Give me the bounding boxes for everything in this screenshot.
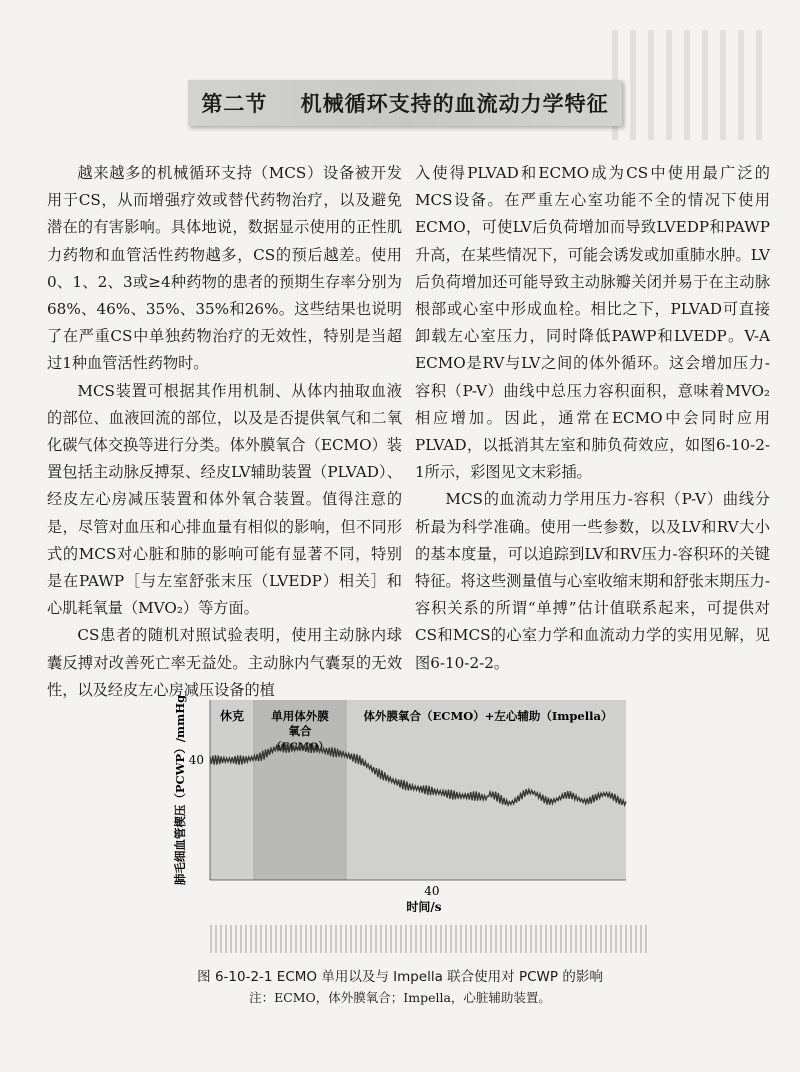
x-axis-label: 时间/s	[406, 900, 442, 914]
phase-label-ecmo: 氧合	[288, 724, 312, 738]
phase-label-shock: 休克	[219, 709, 245, 723]
section-header	[188, 80, 622, 126]
section-title: 第二节 机械循环支持的血流动力学特征	[201, 92, 609, 116]
paragraph: 入使得PLVAD和ECMO成为CS中使用最广泛的MCS设备。在严重左心室功能不全的情况下使用ECMO，可使LV后负荷增加而导致LVEDP和PAWP升高，在某些情况下，可能会诱发或加重肺水肿。LV后负荷增加还可能导致主动脉瓣关闭并易于在主动脉根部或心室中形成血栓。相比之下，PLVAD可直接卸载左心室压力，同时降低PAWP和LVEDP。V-A ECMO是RV与LV之间的体外循环。这会增加压力-容积（P-V）曲线中总压力容积面积，意味着MVO₂相应增加。因此，通常在ECMO中会同时应用PLVAD，以抵消其左室和肺负荷效应，如图6-10-2-1所示，彩图见文末彩插。	[415, 164, 770, 482]
bleed-through-decoration	[210, 925, 650, 953]
phase-combo-region	[346, 700, 626, 880]
paragraph: MCS装置可根据其作用机制、从体内抽取血液的部位、血液回流的部位，以及是否提供氧气和二氧化碳气体交换等进行分类。体外膜氧合（ECMO）装置包括主动脉反搏泵、经皮LV辅助装置（PLVAD）、经皮左心房减压装置和体外氧合装置。值得注意的是，尽管对血压和心排血量有相似的影响，但不同形式的MCS对心脏和肺的影响可能有显著不同，特别是在PAWP［与左室舒张末压（LVEDP）相关］和心肌耗氧量（MVO₂）等方面。	[47, 381, 402, 618]
paragraph: 越来越多的机械循环支持（MCS）设备被开发用于CS，从而增强疗效或替代药物治疗，以及避免潜在的有害影响。具体地说，数据显示使用的正性肌力药物和血管活性药物越多，CS的预后越差。使用0、1、2、3或≥4种药物的患者的预期生存率分别为68%、46%、35%、35%和26%。这些结果也说明了在严重CS中单独药物治疗的无效性，特别是当超过1种血管活性药物时。	[47, 164, 402, 373]
right-column	[415, 160, 770, 677]
figure-note: 注：ECMO，体外膜氧合；Impella，心脏辅助装置。	[249, 990, 551, 1005]
x-tick-label: 40	[424, 884, 440, 898]
phase-label-ecmo: 单用体外膜	[271, 709, 329, 723]
phase-label-ecmo: （ECMO）	[270, 741, 330, 753]
figure-caption: 图 6-10-2-1 ECMO 单用以及与 Impella 联合使用对 PCWP 的影响	[197, 969, 603, 985]
phase-label-combo: 体外膜氧合（ECMO）+左心辅助（Impella）	[363, 709, 613, 723]
y-axis-label: 肺毛细血管楔压（PCWP）/mmHg	[173, 695, 187, 886]
paragraph: MCS的血流动力学用压力-容积（P-V）曲线分析最为科学准确。使用一些参数，以及LV和RV大小的基本度量，可以追踪到LV和RV压力-容积环的关键特征。将这些测量值与心室收缩末期和舒张末期压力-容积关系的所谓“单搏”估计值联系起来，可提供对CS和MCS的心室力学和血流动力学的实用见解，见图6-10-2-2。	[415, 490, 770, 672]
background-decoration	[612, 30, 772, 140]
left-column	[47, 160, 402, 704]
y-tick-label: 40	[188, 753, 204, 767]
phase-shock-region	[210, 700, 254, 880]
pcwp-chart	[170, 695, 640, 945]
paragraph: CS患者的随机对照试验表明，使用主动脉内球囊反搏对改善死亡率无益处。主动脉内气囊泵的无效性，以及经皮左心房减压设备的植	[47, 626, 402, 699]
pcwp-figure	[170, 695, 640, 945]
